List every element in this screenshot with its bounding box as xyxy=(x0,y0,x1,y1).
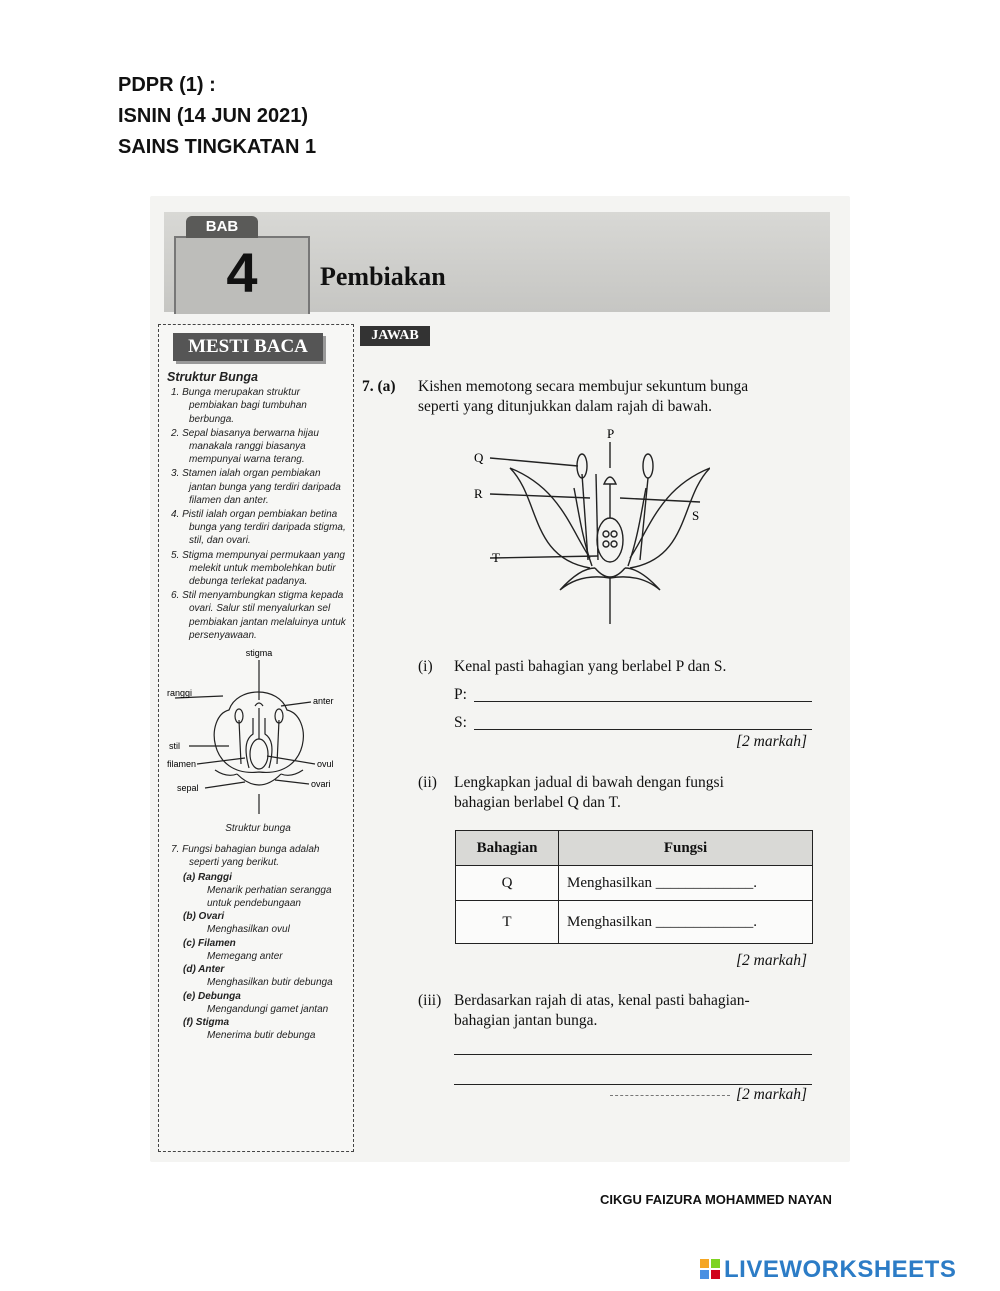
table-cell-function[interactable]: Menghasilkan _____________. xyxy=(559,901,813,944)
function-label: (c) Filamen xyxy=(183,937,236,949)
mesti-baca-panel xyxy=(158,324,354,1152)
label-ranggi: ranggi xyxy=(167,688,193,699)
table-cell-part: T xyxy=(456,901,559,944)
answer-line[interactable] xyxy=(454,1054,812,1055)
answer-s-label: S: xyxy=(454,714,467,731)
marks-label: [2 markah] xyxy=(736,733,808,750)
answer-line[interactable] xyxy=(454,1084,812,1085)
question-ii-line1: Lengkapkan jadual di bawah dengan fungsi xyxy=(454,774,724,791)
flower-structure-diagram xyxy=(167,646,349,818)
answer-s-line[interactable] xyxy=(474,729,812,730)
note-item: 1. Bunga merupakan struktur pembiakan bagi tumbuhan berbunga. xyxy=(171,387,307,425)
worksheet-scan xyxy=(150,196,850,1162)
label-anter: anter xyxy=(313,696,334,707)
page-header xyxy=(118,70,316,163)
note-item: 5. Stigma mempunyai permukaan yang melekit untuk membolehkan butir debunga terlekat padanya. xyxy=(171,549,345,588)
mesti-baca-heading: Struktur Bunga xyxy=(167,370,258,384)
header-line-3: SAINS TINGKATAN 1 xyxy=(118,136,317,158)
question-ii-number: (ii) xyxy=(418,774,437,791)
mesti-baca-body xyxy=(167,371,349,1042)
note-item: 3. Stamen ialah organ pembiakan jantan bunga yang terdiri daripada filamen dan anter. xyxy=(171,468,341,506)
function-desc: Menghasilkan ovul xyxy=(207,924,290,936)
table-header-row xyxy=(456,831,813,866)
marks-label: [2 markah] xyxy=(736,1086,808,1103)
diagram-label-t: T xyxy=(492,550,500,565)
diagram-label-q: Q xyxy=(474,450,484,465)
diagram-label-r: R xyxy=(474,486,483,501)
table-cell-function[interactable]: Menghasilkan _____________. xyxy=(559,866,813,901)
question-iii-line1: Berdasarkan rajah di atas, kenal pasti bahagian- xyxy=(454,992,750,1009)
table-cell-part: Q xyxy=(456,866,559,901)
label-sepal: sepal xyxy=(177,783,199,794)
function-desc: Menghasilkan butir debunga xyxy=(207,977,333,989)
question-i-number: (i) xyxy=(418,658,433,675)
column-header-bahagian: Bahagian xyxy=(456,831,559,866)
function-label: (f) Stigma xyxy=(183,1016,230,1028)
diagram-label-p: P xyxy=(607,428,615,441)
function-label: (a) Ranggi xyxy=(183,871,232,883)
label-stil: stil xyxy=(169,741,180,752)
label-ovul: ovul xyxy=(317,759,334,770)
label-filamen: filamen xyxy=(167,759,197,770)
question-iii-line2: bahagian jantan bunga. xyxy=(454,1012,598,1029)
note-item: 6. Stil menyambungkan stigma kepada ovari. Salur stil menyalurkan sel pembiakan jantan melaluinya untuk persenyawaan. xyxy=(171,590,346,641)
question-7a-number: 7. (a) xyxy=(362,378,396,395)
brand-text: LIVEWORKSHEETS xyxy=(724,1256,957,1283)
divider xyxy=(610,1095,730,1096)
function-label: (b) Ovari xyxy=(183,911,225,923)
function-table xyxy=(455,830,813,944)
mesti-baca-title: MESTI BACA xyxy=(173,333,323,361)
liveworksheets-logo-icon xyxy=(700,1259,720,1279)
table-row xyxy=(456,866,813,901)
chapter-number: 4 xyxy=(226,241,258,304)
note-item-7: 7. Fungsi bahagian bunga adalah seperti yang berikut. xyxy=(171,844,320,869)
header-line-2: ISNIN (14 JUN 2021) xyxy=(118,105,309,127)
chapter-bab-tab: BAB xyxy=(186,216,258,238)
function-label: (e) Debunga xyxy=(183,990,241,1002)
function-label: (d) Anter xyxy=(183,964,225,976)
column-header-fungsi: Fungsi xyxy=(559,831,813,866)
note-item: 2. Sepal biasanya berwarna hijau manakala ranggi biasanya mempunyai warna terang. xyxy=(171,427,319,466)
marks-label: [2 markah] xyxy=(736,952,808,969)
diagram-caption: Struktur bunga xyxy=(225,823,291,835)
label-stigma: stigma xyxy=(245,648,273,659)
flower-cross-section-diagram xyxy=(470,428,710,624)
question-iii-number: (iii) xyxy=(418,992,442,1009)
function-desc: Menarik perhatian serangga untuk pendebungaan xyxy=(207,884,332,910)
question-7a-line2: seperti yang ditunjukkan dalam rajah di bawah. xyxy=(418,398,712,415)
diagram-label-s: S xyxy=(692,508,700,523)
question-ii-line2: bahagian berlabel Q dan T. xyxy=(454,794,621,811)
jawab-label: JAWAB xyxy=(360,326,430,346)
label-ovari: ovari xyxy=(311,779,331,790)
question-7a-line1: Kishen memotong secara membujur sekuntum bunga xyxy=(418,378,749,395)
answer-p-line[interactable] xyxy=(474,701,812,702)
chapter-number-box xyxy=(174,236,310,314)
answer-p-label: P: xyxy=(454,686,467,703)
function-desc: Memegang anter xyxy=(207,950,283,962)
header-line-1: PDPR (1) : xyxy=(118,74,216,96)
table-row xyxy=(456,901,813,944)
question-i-text: Kenal pasti bahagian yang berlabel P dan S. xyxy=(454,658,727,675)
author-credit: CIKGU FAIZURA MOHAMMED NAYAN xyxy=(600,1192,832,1207)
liveworksheets-brand xyxy=(700,1256,956,1284)
note-item: 4. Pistil ialah organ pembiakan betina bunga yang terdiri daripada stigma, stil, dan ovari. xyxy=(171,509,346,547)
function-desc: Mengandungi gamet jantan xyxy=(207,1003,329,1015)
function-desc: Menerima butir debunga xyxy=(207,1030,316,1042)
chapter-title: Pembiakan xyxy=(320,262,446,291)
